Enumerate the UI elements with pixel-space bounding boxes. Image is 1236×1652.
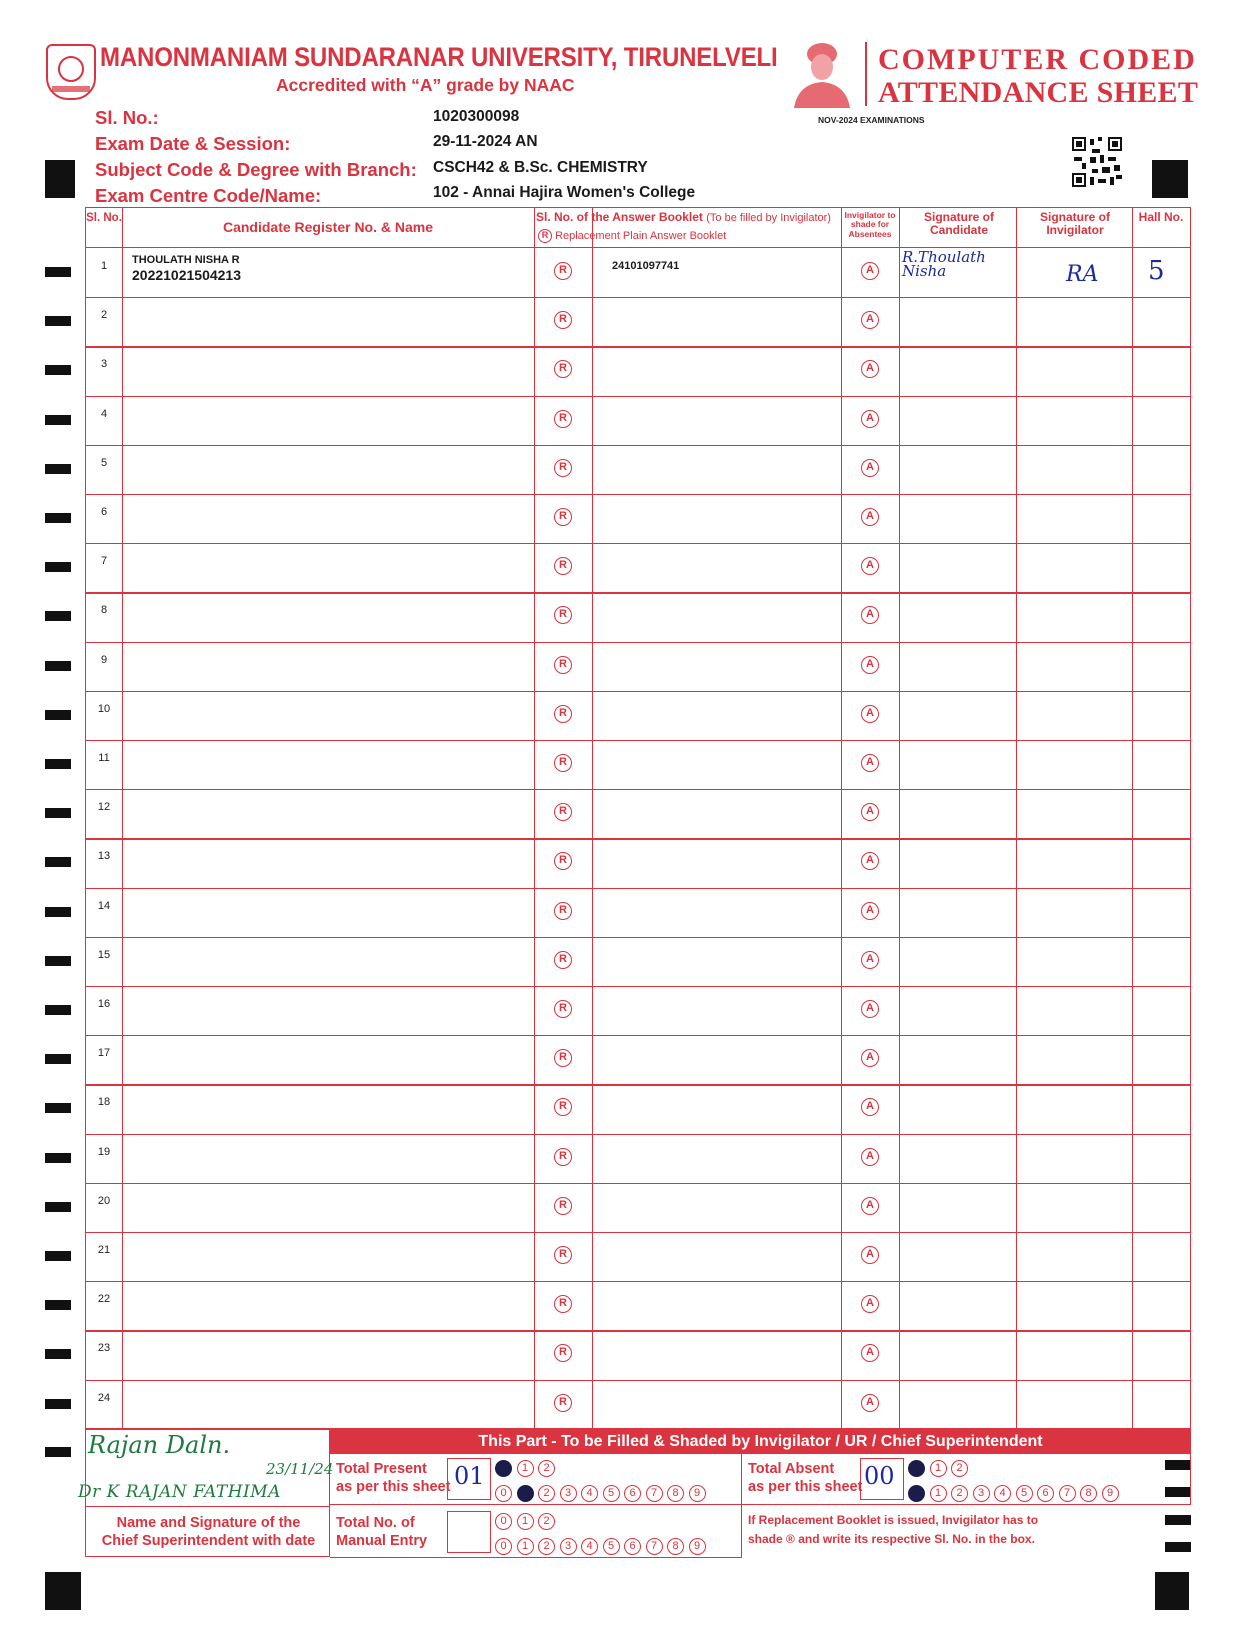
replacement-bubble[interactable]: R (554, 656, 572, 674)
replacement-bubble[interactable]: R (554, 1295, 572, 1313)
total-absent-value: 00 (864, 1462, 895, 1490)
digit-bubble[interactable]: 2 (951, 1485, 968, 1502)
replacement-bubble[interactable]: R (554, 705, 572, 723)
absentee-bubble[interactable]: A (861, 606, 879, 624)
timing-mark (45, 464, 71, 474)
timing-mark (45, 1153, 71, 1163)
timing-mark (45, 611, 71, 621)
row-number: 2 (100, 309, 108, 322)
replacement-bubble[interactable]: R (554, 360, 572, 378)
timing-mark (45, 907, 71, 917)
row-number: 8 (100, 604, 108, 617)
timing-mark (45, 1349, 71, 1359)
total-absent-label: Total Absent as per this sheet (748, 1461, 863, 1495)
row-number: 4 (100, 407, 108, 420)
row-number: 17 (97, 1047, 111, 1060)
digit-bubble[interactable]: 8 (1080, 1485, 1097, 1502)
absentee-bubble[interactable]: A (861, 459, 879, 477)
timing-mark (45, 1103, 71, 1113)
timing-mark (45, 808, 71, 818)
timing-mark (45, 710, 71, 720)
timing-mark (45, 267, 71, 277)
digit-bubble[interactable]: 1 (930, 1460, 947, 1477)
row-number: 21 (97, 1244, 111, 1256)
row-number: 23 (97, 1342, 111, 1355)
timing-mark (45, 415, 71, 425)
timing-mark (45, 1447, 71, 1457)
absentee-bubble[interactable]: A (861, 754, 879, 772)
digit-bubble[interactable]: 5 (603, 1538, 620, 1555)
row-number: 24 (97, 1391, 111, 1404)
digit-bubble[interactable]: 9 (1102, 1485, 1119, 1502)
digit-bubble[interactable]: 1 (517, 1460, 534, 1477)
digit-bubble[interactable]: 4 (581, 1538, 598, 1555)
sheet-title: COMPUTER CODED ATTENDANCE SHEET (878, 43, 1199, 109)
exam-date-value: 29-11-2024 AN (433, 133, 538, 150)
absentee-bubble[interactable]: A (861, 1344, 879, 1362)
digit-bubble[interactable]: 0 (495, 1513, 512, 1530)
founder-portrait (790, 40, 854, 108)
absentee-bubble[interactable]: A (861, 311, 879, 329)
absentee-bubble[interactable]: A (861, 410, 879, 428)
header-booklet: Sl. No. of the Answer Booklet (To be filled by Invigilator) (536, 210, 831, 224)
digit-bubble[interactable]: 9 (689, 1538, 706, 1555)
attendance-table (85, 207, 1191, 1429)
timing-mark (45, 661, 71, 671)
timing-mark (45, 857, 71, 867)
timing-mark (45, 1300, 71, 1310)
digit-bubble[interactable]: 5 (1016, 1485, 1033, 1502)
digit-bubble[interactable]: 1 (517, 1538, 534, 1555)
row-number: 18 (97, 1096, 111, 1109)
row-number: 20 (97, 1194, 111, 1207)
absentee-bubble[interactable]: A (861, 902, 879, 920)
replacement-bubble[interactable]: R (554, 803, 572, 821)
chief-label: Name and Signature of the Chief Superintendent with date (101, 1515, 316, 1549)
digit-bubble[interactable]: 4 (581, 1485, 598, 1502)
registration-mark-top-right (1152, 160, 1188, 198)
digit-bubble[interactable]: 7 (646, 1485, 663, 1502)
digit-bubble[interactable]: 4 (994, 1485, 1011, 1502)
total-present-value: 01 (454, 1462, 485, 1490)
replacement-bubble[interactable]: R (554, 1394, 572, 1412)
absentee-bubble[interactable]: A (861, 262, 879, 280)
digit-bubble[interactable]: 0 (908, 1460, 925, 1477)
absentee-bubble[interactable]: A (861, 1148, 879, 1166)
digit-bubble[interactable]: 0 (495, 1460, 512, 1477)
sl-no-label: Sl. No.: (95, 107, 159, 128)
timing-mark (45, 365, 71, 375)
replacement-bubble[interactable]: R (554, 1344, 572, 1362)
row-number: 22 (97, 1293, 111, 1306)
absentee-bubble[interactable]: A (861, 1098, 879, 1116)
row-number: 11 (98, 752, 110, 764)
centre-label: Exam Centre Code/Name: (95, 185, 322, 206)
digit-bubble[interactable]: 0 (908, 1485, 925, 1502)
university-name: MANONMANIAM SUNDARANAR UNIVERSITY, TIRUNELVELI (100, 42, 778, 72)
row-number: 9 (100, 653, 108, 666)
replacement-bubble[interactable]: R (554, 1049, 572, 1067)
invigilator-signature: RA (1066, 262, 1099, 287)
registration-mark-top-left (45, 160, 75, 198)
digit-bubble[interactable]: 7 (646, 1538, 663, 1555)
timing-mark (45, 562, 71, 572)
candidate-signature: R.Thoulath Nisha (902, 248, 986, 280)
digit-bubble[interactable]: 7 (1059, 1485, 1076, 1502)
accreditation: Accredited with “A” grade by NAAC (276, 75, 575, 95)
answer-booklet-no: 24101097741 (612, 260, 680, 272)
row-number: 13 (97, 850, 111, 863)
replacement-bubble[interactable]: R (554, 754, 572, 772)
subject-value: CSCH42 & B.Sc. CHEMISTRY (433, 159, 648, 176)
university-logo (46, 44, 96, 100)
timing-mark (1165, 1515, 1191, 1525)
timing-mark (45, 513, 71, 523)
replacement-bubble[interactable]: R (554, 852, 572, 870)
manual-entry-label: Total No. of Manual Entry (336, 1515, 428, 1549)
exam-tag: NOV-2024 EXAMINATIONS (818, 115, 925, 125)
digit-bubble[interactable]: 3 (560, 1538, 577, 1555)
absentee-bubble[interactable]: A (861, 656, 879, 674)
absentee-bubble[interactable]: A (861, 1000, 879, 1018)
row-number: 12 (97, 801, 111, 814)
timing-mark (1165, 1542, 1191, 1552)
replacement-bubble[interactable]: R (554, 1148, 572, 1166)
timing-mark (45, 1005, 71, 1015)
header-candidate: Candidate Register No. & Name (222, 219, 434, 235)
digit-bubble[interactable]: 9 (689, 1485, 706, 1502)
digit-bubble[interactable]: 6 (624, 1538, 641, 1555)
row-number: 16 (97, 998, 111, 1010)
digit-bubble[interactable]: 2 (538, 1538, 555, 1555)
timing-mark (45, 759, 71, 769)
digit-bubble[interactable]: 0 (495, 1538, 512, 1555)
row-number: 6 (100, 506, 108, 518)
chief-signature: Rajan Daln. (88, 1431, 231, 1459)
row-number: 19 (97, 1145, 111, 1158)
replacement-bubble[interactable]: R (554, 459, 572, 477)
header-invigilator-shade: Invigilator to shade for Absentees (844, 210, 896, 239)
replacement-bubble[interactable]: R (554, 311, 572, 329)
chief-date: 23/11/24 (266, 1460, 334, 1478)
header-sl-no: Sl. No. (86, 212, 122, 224)
row-number: 5 (100, 456, 108, 469)
digit-bubble[interactable]: 2 (951, 1460, 968, 1477)
digit-bubble[interactable]: 2 (538, 1513, 555, 1530)
registration-mark-bottom-right (1155, 1572, 1189, 1610)
replacement-bubble[interactable]: R (554, 1098, 572, 1116)
digit-bubble[interactable]: 8 (667, 1538, 684, 1555)
row-number: 15 (97, 948, 111, 961)
header-sig-invigilator: Signature of Invigilator (1039, 210, 1110, 238)
row-number: 7 (100, 555, 108, 568)
replacement-bubble[interactable]: R (554, 1000, 572, 1018)
digit-bubble[interactable]: 1 (517, 1513, 534, 1530)
digit-bubble[interactable]: 1 (517, 1485, 534, 1502)
absentee-bubble[interactable]: A (861, 1394, 879, 1412)
digit-bubble[interactable]: 1 (930, 1485, 947, 1502)
digit-bubble[interactable]: 2 (538, 1460, 555, 1477)
header-sig-candidate: Signature of Candidate (923, 210, 994, 238)
bottom-banner: This Part - To be Filled & Shaded by Invigilator / UR / Chief Superintendent (330, 1429, 1191, 1454)
chief-name: Dr K RAJAN FATHIMA (78, 1482, 281, 1502)
registration-mark-bottom-left (45, 1572, 81, 1610)
absentee-bubble[interactable]: A (861, 557, 879, 575)
absentee-bubble[interactable]: A (861, 705, 879, 723)
centre-value: 102 - Annai Hajira Women's College (433, 184, 696, 201)
digit-bubble[interactable]: 5 (603, 1485, 620, 1502)
timing-mark (45, 1054, 71, 1064)
replacement-note: If Replacement Booklet is issued, Invigilator has to shade ® and write its respective Sl. No. in the box. (748, 1513, 1039, 1546)
replacement-bubble[interactable]: R (554, 1197, 572, 1215)
candidate-register-no: 20221021504213 (132, 267, 242, 283)
digit-bubble[interactable]: 8 (667, 1485, 684, 1502)
digit-bubble[interactable]: 6 (1037, 1485, 1054, 1502)
absentee-bubble[interactable]: A (861, 1246, 879, 1264)
subject-label: Subject Code & Degree with Branch: (95, 159, 417, 180)
replacement-bubble[interactable]: R (554, 262, 572, 280)
absentee-bubble[interactable]: A (861, 360, 879, 378)
absentee-bubble[interactable]: A (861, 1049, 879, 1067)
absentee-bubble[interactable]: A (861, 1295, 879, 1313)
digit-bubble[interactable]: 0 (495, 1485, 512, 1502)
timing-mark (45, 1399, 71, 1409)
replacement-bubble[interactable]: R (554, 902, 572, 920)
header-replacement: R Replacement Plain Answer Booklet (538, 229, 838, 243)
timing-mark (45, 956, 71, 966)
replacement-bubble[interactable]: R (554, 557, 572, 575)
qr-code (1072, 137, 1122, 187)
absentee-bubble[interactable]: A (861, 951, 879, 969)
replacement-bubble[interactable]: R (554, 951, 572, 969)
digit-bubble[interactable]: 3 (973, 1485, 990, 1502)
replacement-bubble[interactable]: R (554, 410, 572, 428)
timing-mark (45, 1251, 71, 1261)
absentee-bubble[interactable]: A (861, 508, 879, 526)
row-number: 14 (97, 899, 111, 912)
absentee-bubble[interactable]: A (861, 1197, 879, 1215)
digit-bubble[interactable]: 3 (560, 1485, 577, 1502)
row-number: 3 (100, 358, 108, 371)
candidate-name: THOULATH NISHA R (132, 254, 240, 266)
absentee-bubble[interactable]: A (861, 852, 879, 870)
hall-number: 5 (1148, 256, 1165, 286)
replacement-bubble[interactable]: R (554, 606, 572, 624)
exam-date-label: Exam Date & Session: (95, 133, 291, 154)
header-divider (865, 42, 867, 106)
timing-mark (45, 316, 71, 326)
total-present-label: Total Present as per this sheet (336, 1461, 451, 1495)
row-number: 1 (100, 260, 108, 272)
digit-bubble[interactable]: 6 (624, 1485, 641, 1502)
timing-mark (45, 1202, 71, 1212)
header-hall-no: Hall No. (1138, 210, 1184, 224)
absentee-bubble[interactable]: A (861, 803, 879, 821)
row-number: 10 (97, 702, 111, 715)
digit-bubble[interactable]: 2 (538, 1485, 555, 1502)
replacement-bubble[interactable]: R (554, 508, 572, 526)
replacement-bubble[interactable]: R (554, 1246, 572, 1264)
sl-no-value: 1020300098 (433, 108, 520, 125)
